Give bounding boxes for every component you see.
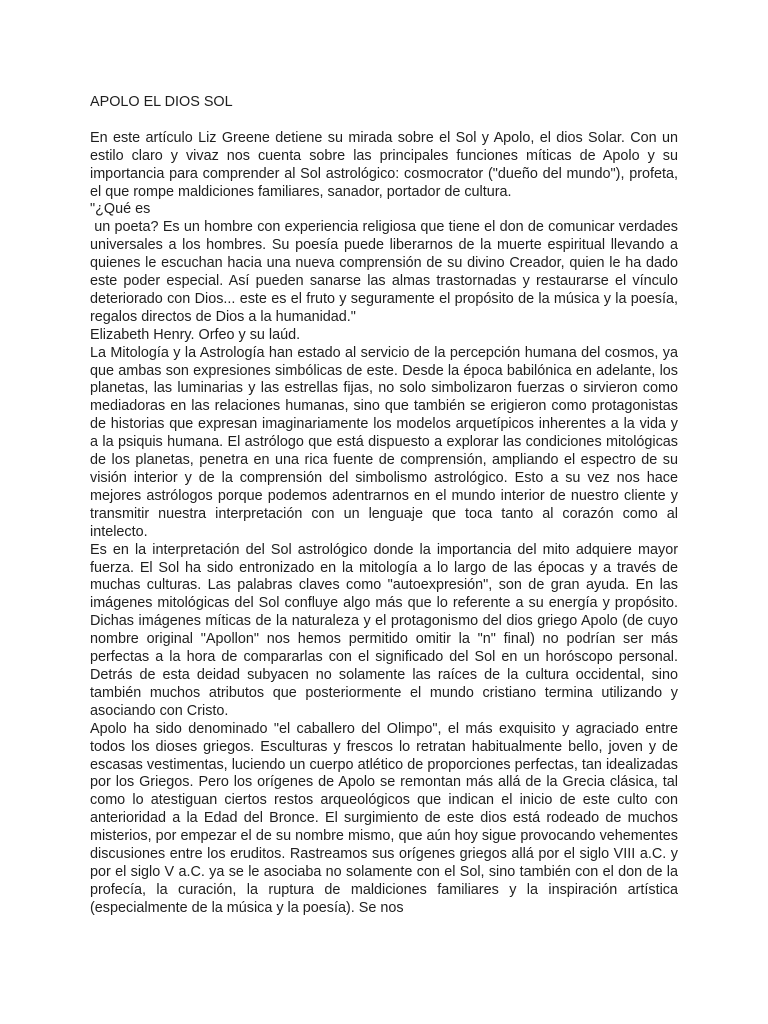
paragraph-sun: Es en la interpretación del Sol astrológico donde la importancia del mito adquiere mayor fuerza. El Sol ha sido entronizado en la mitología a lo largo de las épocas y a través de muchas culturas. Las palabras claves como "autoexpresión", son de gran ayuda. En las imágenes mitológicas del Sol confluye algo más que lo referente a su energía y propósito. Dichas imágenes míticas de la naturaleza y el protagonismo del dios griego Apolo (de cuyo nombre original "Apollon" nos hemos permitido omitir la "n" final) no podrían ser más perfectas a la hora de compararlas con el significado del Sol en un horóscopo personal. Detrás de esta deidad subyacen no solamente las raíces de la cultura occidental, sino también muchos atributos que posteriormente el mundo cristiano termina utilizando y asociando con Cristo. <box>90 541 678 719</box>
paragraph-apollo: Apolo ha sido denominado "el caballero del Olimpo", el más exquisito y agraciado entre todos los dioses griegos. Esculturas y frescos lo retratan habitualmente bello, joven y de escasas vestimentas, luciendo un cuerpo atlético de proporciones perfectas, tan idealizadas por los Griegos. Pero los orígenes de Apolo se remontan más allá de la Grecia clásica, tal como lo atestiguan ciertos restos arqueológicos que indican el inicio de este culto con anterioridad a la Edad del Bronce. El surgimiento de este dios está rodeado de muchos misterios, por empezar el de su nombre mismo, que aún hoy sigue provocando vehementes discusiones entre los eruditos. Rastreamos sus orígenes griegos allá por el siglo VIII a.C. y por el siglo V a.C. ya se le asociaba no solamente con el Sol, sino también con el don de la profecía, la curación, la ruptura de maldiciones familiares y la inspiración artística (especialmente de la música y la poesía). Se nos <box>90 720 678 916</box>
document-page <box>90 94 682 918</box>
quote-opening: "¿Qué es <box>90 201 151 218</box>
quote-body: un poeta? Es un hombre con experiencia religiosa que tiene el don de comunicar verdades universales a los hombres. Su poesía puede liberarnos de la muerte espiritual llevando a quienes le escuchan hacia una nueva comprensión de su divino Creador, quien le ha dado este poder especial. Así pueden sanarse las almas trastornadas y restaurarse el vínculo deteriorado con Dios... este es el fruto y seguramente el propósito de la música y la poesía, regalos directos de Dios a la humanidad." <box>90 219 682 325</box>
paragraph-mythology: La Mitología y la Astrología han estado al servicio de la percepción humana del cosmos, ya que ambas son expresiones simbólicas de este. Desde la época babilónica en adelante, los planetas, las luminarias y las estrellas fijas, no solo simbolizaron fuerzas o sirvieron como mediadoras en las relaciones humanas, sino que también se erigieron como protagonistas de historias que expresan imaginariamente los modelos arquetípicos inherentes a la vida y a la psiquis humana. El astrólogo que está dispuesto a explorar las condiciones mitológicas de los planetas, penetra en una rica fuente de comprensión, ampliando el espectro de su visión interior y de la comprensión del simbolismo astrológico. Esto a su vez nos hace mejores astrólogos porque podemos adentrarnos en el mundo interior de nuestro cliente y transmitir nuestra interpretación con un lenguaje que toca tanto al corazón como al intelecto. <box>90 344 678 540</box>
quote-attribution: Elizabeth Henry. Orfeo y su laúd. <box>90 326 301 343</box>
document-title: APOLO EL DIOS SOL <box>90 94 233 110</box>
paragraph-intro: En este artículo Liz Greene detiene su mirada sobre el Sol y Apolo, el dios Solar. Con un estilo claro y vivaz nos cuenta sobre las principales funciones míticas de Apolo y su importancia para comprender al Sol astrológico: cosmocrator ("dueño del mundo"), profeta, el que rompe maldiciones familiares, sanador, portador de cultura. <box>90 129 678 200</box>
